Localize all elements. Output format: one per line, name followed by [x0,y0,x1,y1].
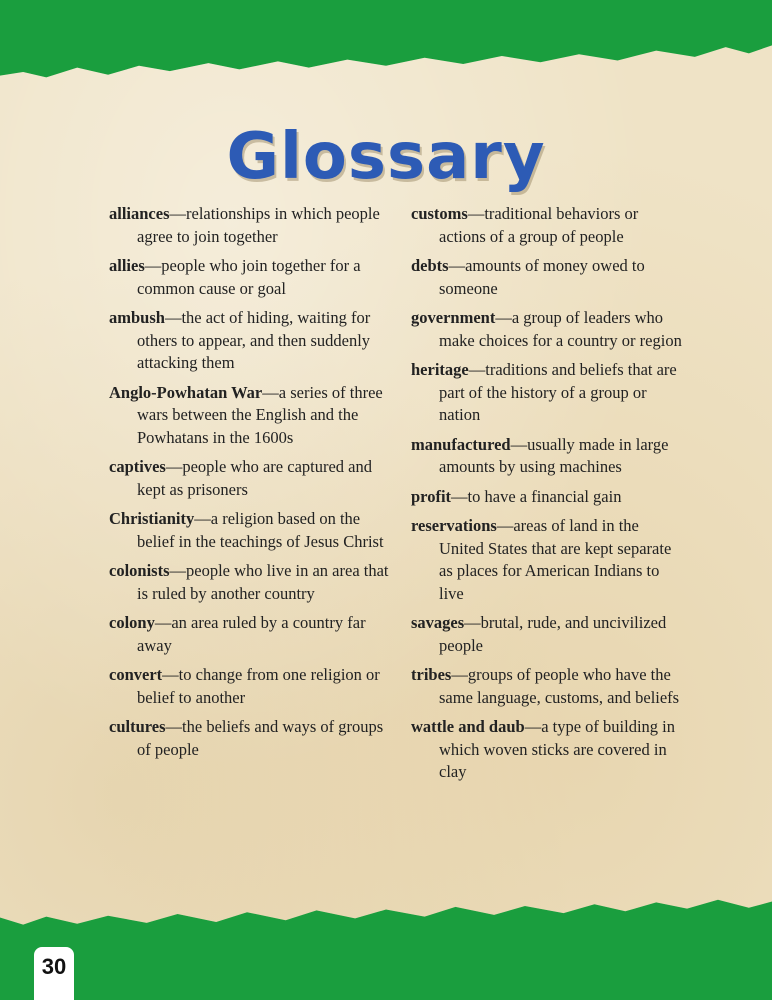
glossary-entry [109,560,389,605]
glossary-term: reservations [411,516,497,535]
glossary-term: captives [109,457,166,476]
glossary-entry [411,486,686,509]
glossary-entry [411,612,686,657]
glossary-entry [411,307,686,352]
glossary-term: debts [411,256,449,275]
glossary-term: tribes [411,665,452,684]
glossary-definition: —areas of land in the United States that are kept separate as places for American Indians to live [439,516,672,603]
glossary-definition: —to have a financial gain [451,486,622,506]
glossary-term: heritage [411,360,469,379]
glossary-entry [109,382,389,450]
glossary-definition: —a series of three wars between the English and the Powhatans in the 1600s [137,382,383,447]
glossary-term: Anglo-Powhatan War [109,382,263,402]
glossary-term: convert [109,665,163,684]
glossary-term: customs [411,204,468,223]
glossary-entry [411,255,686,300]
glossary-term: Christianity [109,509,195,528]
glossary-definition: —people who are captured and kept as prisoners [137,457,372,499]
glossary-entry [109,203,389,248]
glossary-definition: —to change from one religion or belief to another [137,665,380,707]
glossary-column-left [109,203,389,768]
glossary-definition: —a type of building in which woven sticks are covered in clay [439,717,676,781]
glossary-term: manufactured [411,434,511,454]
page-number: 30 [34,947,74,1000]
glossary-definition: —a group of leaders who make choices for a country or region [439,308,682,350]
glossary-definition: —amounts of money owed to someone [439,256,645,298]
glossary-definition: —a religion based on the belief in the teachings of Jesus Christ [137,509,384,551]
glossary-term: ambush [109,308,165,327]
glossary-definition: —people who live in an area that is ruled by another country [137,561,389,603]
glossary-entry [109,508,389,553]
glossary-entry [109,612,389,657]
glossary-entry [411,434,686,479]
glossary-entry [411,716,686,784]
glossary-entry [109,716,389,761]
glossary-definition: —an area ruled by a country far away [137,613,366,655]
glossary-definition: —the beliefs and ways of groups of people [137,717,384,759]
glossary-term: colonists [109,561,170,580]
glossary-term: colony [109,613,155,632]
glossary-entry [411,515,686,605]
glossary-term: government [411,308,496,327]
glossary-entry [109,456,389,501]
glossary-term: allies [109,256,145,275]
glossary-term: wattle and daub [411,717,525,736]
glossary-definition: —relationships in which people agree to join together [137,204,380,246]
glossary-term: alliances [109,204,170,223]
glossary-entry [109,255,389,300]
glossary-definition: —people who join together for a common cause or goal [137,256,361,298]
glossary-term: savages [411,613,465,632]
glossary-column-right [411,203,686,791]
glossary-entry [411,664,686,709]
glossary-definition: —brutal, rude, and uncivilized people [439,613,667,655]
glossary-entry [109,664,389,709]
glossary-definition: —usually made in large amounts by using machines [439,434,669,476]
glossary-definition: —the act of hiding, waiting for others to appear, and then suddenly attacking them [137,308,371,372]
glossary-entry [109,307,389,375]
glossary-definition: —groups of people who have the same language, customs, and beliefs [439,665,680,707]
glossary-term: cultures [109,717,166,736]
page-title: Glossary [226,120,546,194]
glossary-definition: —traditional behaviors or actions of a group of people [439,204,639,246]
glossary-term: profit [411,486,452,506]
glossary-entry [411,359,686,427]
glossary-entry [411,203,686,248]
glossary-definition: —traditions and beliefs that are part of the history of a group or nation [439,360,677,424]
